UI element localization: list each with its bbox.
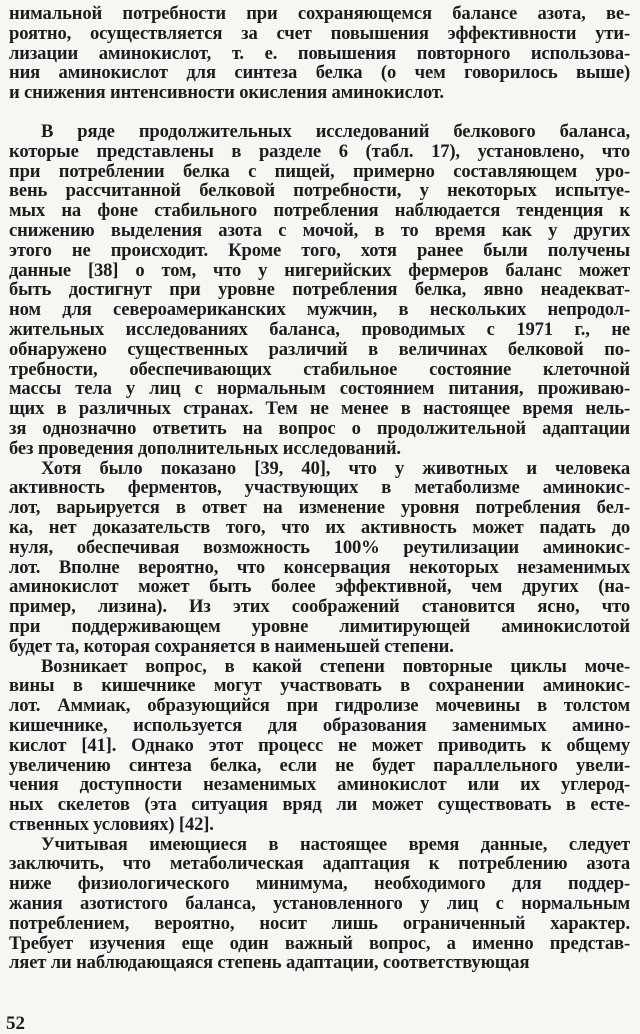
- text-line: обнаружено существенных различий в величинах белковой по-: [9, 339, 630, 360]
- text-line: при потреблении белка с пищей, примерно составляющем уро-: [9, 161, 630, 182]
- text-line: нуля, обеспечивая возможность 100% реутилизации аминокис-: [9, 537, 630, 558]
- text-line: вень рассчитанной белковой потребности, у некоторых испытуе-: [9, 181, 630, 202]
- text-line: ниже физиологического минимума, необходимого для поддер-: [9, 874, 630, 895]
- text-line: мых на фоне стабильного потребления наблюдается тенденция к: [9, 201, 630, 221]
- paragraph: [9, 122, 630, 459]
- text-line: Возникает вопрос, в какой степени повторные циклы моче-: [41, 656, 630, 677]
- text-line: лот. Аммиак, образующийся при гидролизе мочевины в толстом: [9, 696, 630, 716]
- paragraph: [9, 657, 630, 835]
- text-line: будет та, которая сохраняется в наименьшей степени.: [9, 636, 454, 657]
- text-line: ка, нет доказательств того, что их активность может падать до: [9, 517, 630, 538]
- text-line: массы тела у лиц с нормальным состоянием питания, проживаю-: [9, 379, 630, 400]
- text-line: В ряде продолжительных исследований белкового баланса,: [41, 122, 630, 142]
- text-line: которые представлены в разделе 6 (табл. 17), установлено, что: [9, 141, 630, 162]
- paragraph: [9, 835, 630, 974]
- text-line: пример, лизина). Из этих соображений становится ясно, что: [9, 597, 630, 617]
- paragraph-block-top: [9, 4, 630, 103]
- paragraph-block-main: [9, 122, 630, 973]
- text-line: и снижения интенсивности окисления аминокислот.: [9, 83, 444, 103]
- text-line: кишечнике, используется для образования заменимых амино-: [9, 715, 630, 736]
- text-line: кислот [41]. Однако этот процесс не может приводить к общему: [9, 735, 630, 756]
- text-line: аминокислот может быть более эффективной, чем других (на-: [9, 577, 630, 598]
- text-line: заключить, что метаболическая адаптация к потреблению азота: [9, 854, 630, 875]
- text-line: данные [38] о том, что у нигерийских фермеров баланс может: [9, 260, 630, 281]
- text-line: снижению выделения азота с мочой, в то время как у других: [9, 220, 630, 241]
- text-line: щих в различных странах. Тем не менее в настоящее время нель-: [9, 399, 630, 419]
- page-number: 52: [6, 1013, 25, 1034]
- text-line: лот. Вполне вероятно, что консервация некоторых незаменимых: [9, 557, 630, 578]
- text-line: при поддерживающем уровне лимитирующей аминокислотой: [9, 616, 630, 637]
- text-line: лот, варьируется в ответ на изменение уровня потребления бел-: [9, 498, 630, 518]
- text-line: Требует изучения еще один важный вопрос, а именно представ-: [9, 933, 630, 954]
- text-line: ных скелетов (эта ситуация вряд ли может существовать в есте-: [9, 795, 630, 815]
- text-line: ния аминокислот для синтеза белка (о чем говорилось выше): [9, 63, 630, 84]
- text-line: жания азотистого баланса, установленного у лиц с нормальным: [9, 894, 630, 914]
- text-line: требности, обеспечивающих стабильное состояние клеточной: [9, 359, 630, 380]
- text-line: потреблением, вероятно, носит лишь ограниченный характер.: [9, 913, 630, 934]
- text-line: лизации аминокислот, т. е. повышения повторного использова-: [9, 43, 630, 64]
- text-line: жительных исследованиях баланса, проводимых с 1971 г., не: [9, 319, 630, 340]
- text-line: этого не происходит. Кроме того, хотя ранее были получены: [9, 240, 630, 261]
- text-line: роятно, осуществляется за счет повышения эффективности ути-: [9, 23, 630, 44]
- text-line: ляет ли наблюдающаяся степень адаптации, соответствующая: [9, 953, 530, 974]
- paragraph: [9, 459, 630, 657]
- text-line: без проведения дополнительных исследований.: [9, 438, 401, 459]
- text-line: чения доступности незаменимых аминокислот или их углерод-: [9, 775, 630, 796]
- paragraph: [9, 4, 630, 103]
- text-line: активность ферментов, участвующих в метаболизме аминокис-: [9, 478, 630, 499]
- text-line: быть достигнут при уровне потребления белка, явно неадекват-: [9, 280, 630, 301]
- text-line: ственных условиях) [42].: [9, 814, 214, 835]
- text-line: Учитывая имеющиеся в настоящее время данные, следует: [41, 834, 630, 855]
- text-line: нимальной потребности при сохраняющемся балансе азота, ве-: [9, 4, 630, 24]
- text-line: вины в кишечнике могут участвовать в сохранении аминокис-: [9, 676, 630, 697]
- text-line: увеличению синтеза белка, если не будет параллельного увели-: [9, 755, 630, 776]
- text-line: Хотя было показано [39, 40], что у животных и человека: [41, 458, 630, 479]
- text-line: зя однозначно ответить на вопрос о продолжительной адаптации: [9, 418, 630, 439]
- text-line: ном для североамериканских мужчин, в нескольких непродол-: [9, 300, 630, 320]
